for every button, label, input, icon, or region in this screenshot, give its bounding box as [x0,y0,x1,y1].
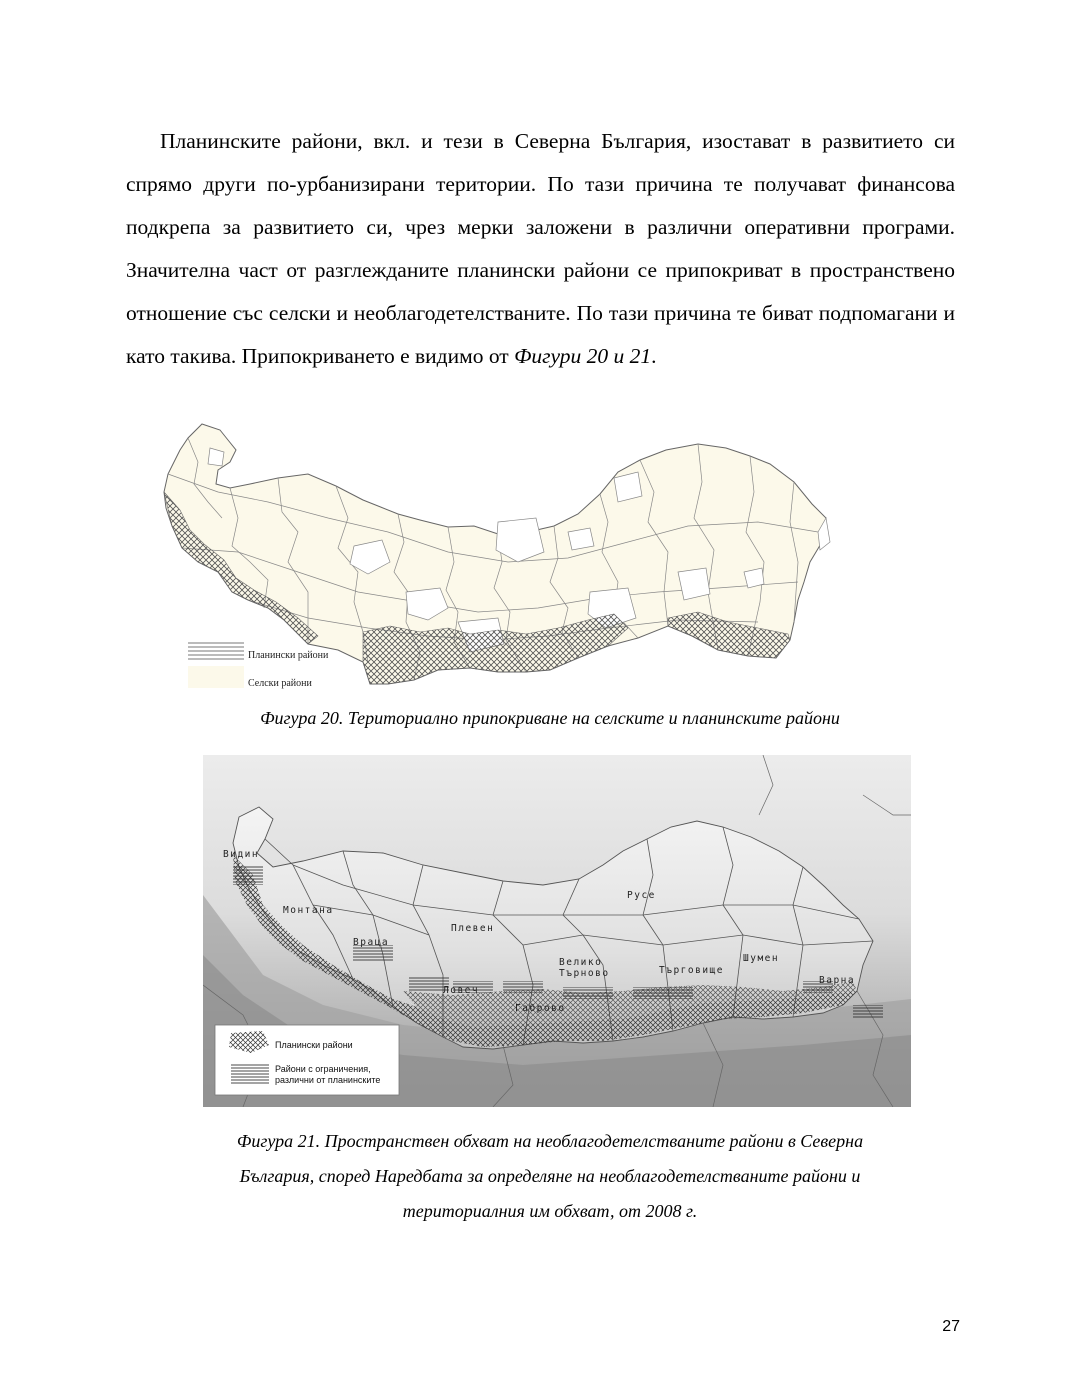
city-label-varna: Варна [819,975,856,986]
legend-mountain-swatch [188,640,244,662]
figure-21-legend [215,1025,399,1095]
page-number: 27 [942,1318,960,1335]
figure-21-caption [150,1124,950,1229]
figure-21-caption-line-1: Фигура 21. Пространствен обхват на необлагодетелстваните райони в Северна [236,1131,864,1151]
city-label-vratsa: Враца [353,937,390,948]
city-label-veliko: Велико [559,957,603,968]
legend-restricted-label-2: различни от планинските [275,1075,381,1085]
figure-20-caption: Фигура 20. Териториално припокриване на селските и планинските райони [260,708,840,728]
city-label-montana: Монтана [283,905,334,916]
legend-mountain-label: Планински райони [248,650,329,661]
paragraph-end: . [651,344,657,368]
city-label-vidin: Видин [223,849,260,860]
city-label-lovech: Ловеч [443,985,480,996]
legend-restricted-label-1: Райони с ограничения, [275,1064,371,1074]
city-label-shumen: Шумен [743,953,780,964]
figure-20-map [158,422,845,694]
figure-21-caption-line-2: България, според Наредбата за определяне на необлагодетелстваните райони и [239,1166,861,1186]
legend-mountain-label: Планински райони [275,1040,353,1050]
figure-21-caption-line-3: териториалния им обхват, от 2008 г. [402,1201,698,1221]
paragraph-text: Планинските райони, вкл. и тези в Северна България, изостават в развитието си спрямо други по-урбанизирани територии. По тази причина те получават финансова подкрепа за развитието си, чрез мерки заложени в различни оперативни програми. Значителна част от разглежданите планински райони се припокриват в пространствено отношение със селски и необлагодетелстваните. По тази причина те биват подпомагани и като такива. Припокриването е видимо от [126,129,955,368]
legend-restricted-swatch [231,1063,269,1085]
city-label-tarnovo: Търново [559,968,610,979]
figure-reference: Фигури 20 и 21 [514,344,652,368]
legend-rural-swatch [188,666,244,688]
city-label-gabrovo: Габрово [515,1003,566,1014]
city-label-pleven: Плевен [451,923,495,934]
city-label-ruse: Русе [627,890,656,901]
city-label-targovishte: Търговище [659,965,724,976]
figure-21-map [203,755,911,1107]
body-paragraph [126,120,955,378]
legend-rural-label: Селски райони [248,678,312,689]
